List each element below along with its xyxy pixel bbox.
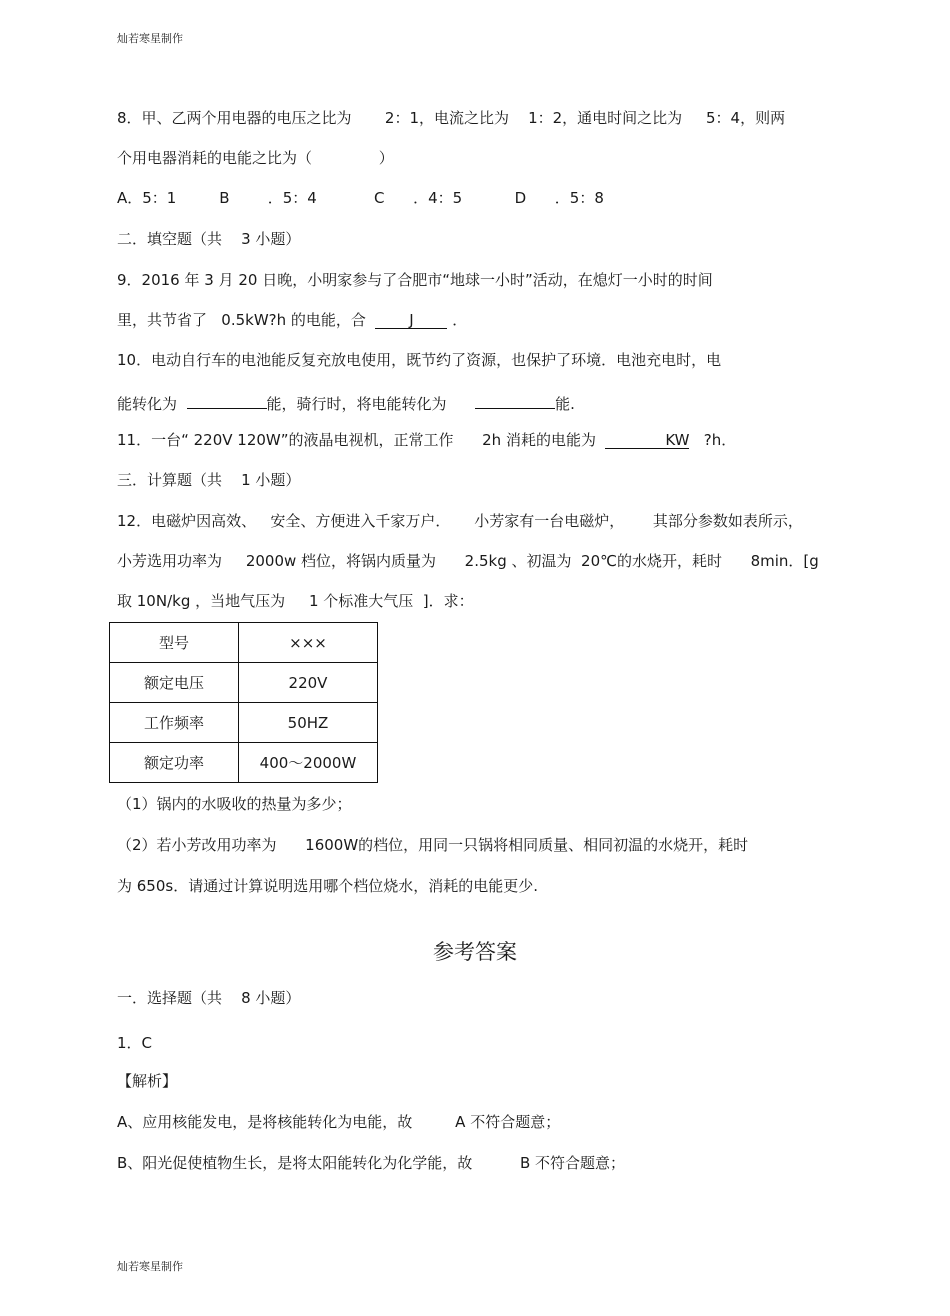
q10-line1: 10．电动自行车的电池能反复充放电使用，既节约了资源，也保护了环境．电池充电时，电 (117, 351, 722, 369)
q10-blank-1 (187, 390, 267, 409)
q12-sub2-line2: 为 650s．请通过计算说明选用哪个档位烧水，消耗的电能更少. (117, 877, 538, 895)
page-footer: 灿若寒星制作 (117, 1260, 183, 1273)
table-row (110, 623, 378, 663)
analysis-heading: 【解析】 (117, 1072, 178, 1090)
analysis-line-a: A、应用核能发电，是将核能转化为电能，故 A 不符合题意； (117, 1113, 561, 1131)
q10-line2-mid: 能，骑行时，将电能转化为 (266, 395, 476, 413)
spec-value: 220V (239, 663, 378, 703)
q10-line2 (117, 390, 575, 414)
q8-options: A．5：1 B ．5：4 C ．4：5 D ．5：8 (117, 189, 604, 207)
spec-value: 50HZ (239, 703, 378, 743)
q12-sub2-line1: （2）若小芳改用功率为 1600W的档位，用同一只锅将相同质量、相同初温的水烧开，耗时 (117, 836, 749, 854)
spec-label: 额定电压 (110, 663, 239, 703)
q10-line2-end: 能. (555, 395, 575, 413)
q8-line1: 8．甲、乙两个用电器的电压之比为 2：1，电流之比为 1：2，通电时间之比为 5：4，则两 (117, 109, 786, 127)
q11-text: 11．一台“ 220V 120W”的液晶电视机，正常工作 2h 消耗的电能为 (117, 431, 606, 449)
q12-line2: 小芳选用功率为 2000w 档位，将锅内质量为 2.5kg 、初温为 20℃的水烧开，耗时 8min．[g (117, 552, 819, 570)
q12-line1: 12．电磁炉因高效、 安全、方便进入千家万户． 小芳家有一台电磁炉， 其部分参数如表所示， (117, 512, 803, 530)
table-row (110, 663, 378, 703)
q10-blank-2 (475, 390, 555, 409)
spec-label: 额定功率 (110, 743, 239, 783)
q9-line2-end: ． (447, 311, 468, 329)
spec-label: 工作频率 (110, 703, 239, 743)
q11-unit: ?h． (689, 431, 737, 449)
spec-label: 型号 (110, 623, 239, 663)
q12-line3: 取 10N/kg ，当地气压为 1 个标准大气压 ]．求： (117, 592, 474, 610)
q9-line1: 9．2016 年 3 月 20 日晚，小明家参与了合肥市“地球一小时”活动，在熄灯一小时的时间 (117, 271, 713, 289)
q9-line2-text: 里，共节省了 0.5kW?h 的电能，合 (117, 311, 376, 329)
table-row (110, 743, 378, 783)
q10-line2-start: 能转化为 (117, 395, 187, 413)
q8-line2: 个用电器消耗的电能之比为（ ） (117, 149, 394, 167)
spec-table (109, 622, 378, 783)
answer-1: 1．C (117, 1034, 153, 1052)
page-header: 灿若寒星制作 (117, 32, 183, 45)
spec-value: 400～2000W (239, 743, 378, 783)
q9-line2 (117, 310, 467, 330)
section2-heading: 二．填空题（共 3 小题） (117, 230, 301, 248)
spec-value: ××× (239, 623, 378, 663)
q11-answer-blank: KW (605, 430, 689, 449)
q9-answer-blank: J (375, 310, 447, 329)
answers-section1: 一．选择题（共 8 小题） (117, 989, 301, 1007)
q11-line (117, 430, 736, 450)
table-row (110, 703, 378, 743)
q12-sub1: （1）锅内的水吸收的热量为多少； (117, 795, 352, 813)
analysis-line-b: B、阳光促使植物生长，是将太阳能转化为化学能，故 B 不符合题意； (117, 1154, 626, 1172)
section3-heading: 三．计算题（共 1 小题） (117, 471, 301, 489)
answers-title: 参考答案 (433, 940, 517, 964)
